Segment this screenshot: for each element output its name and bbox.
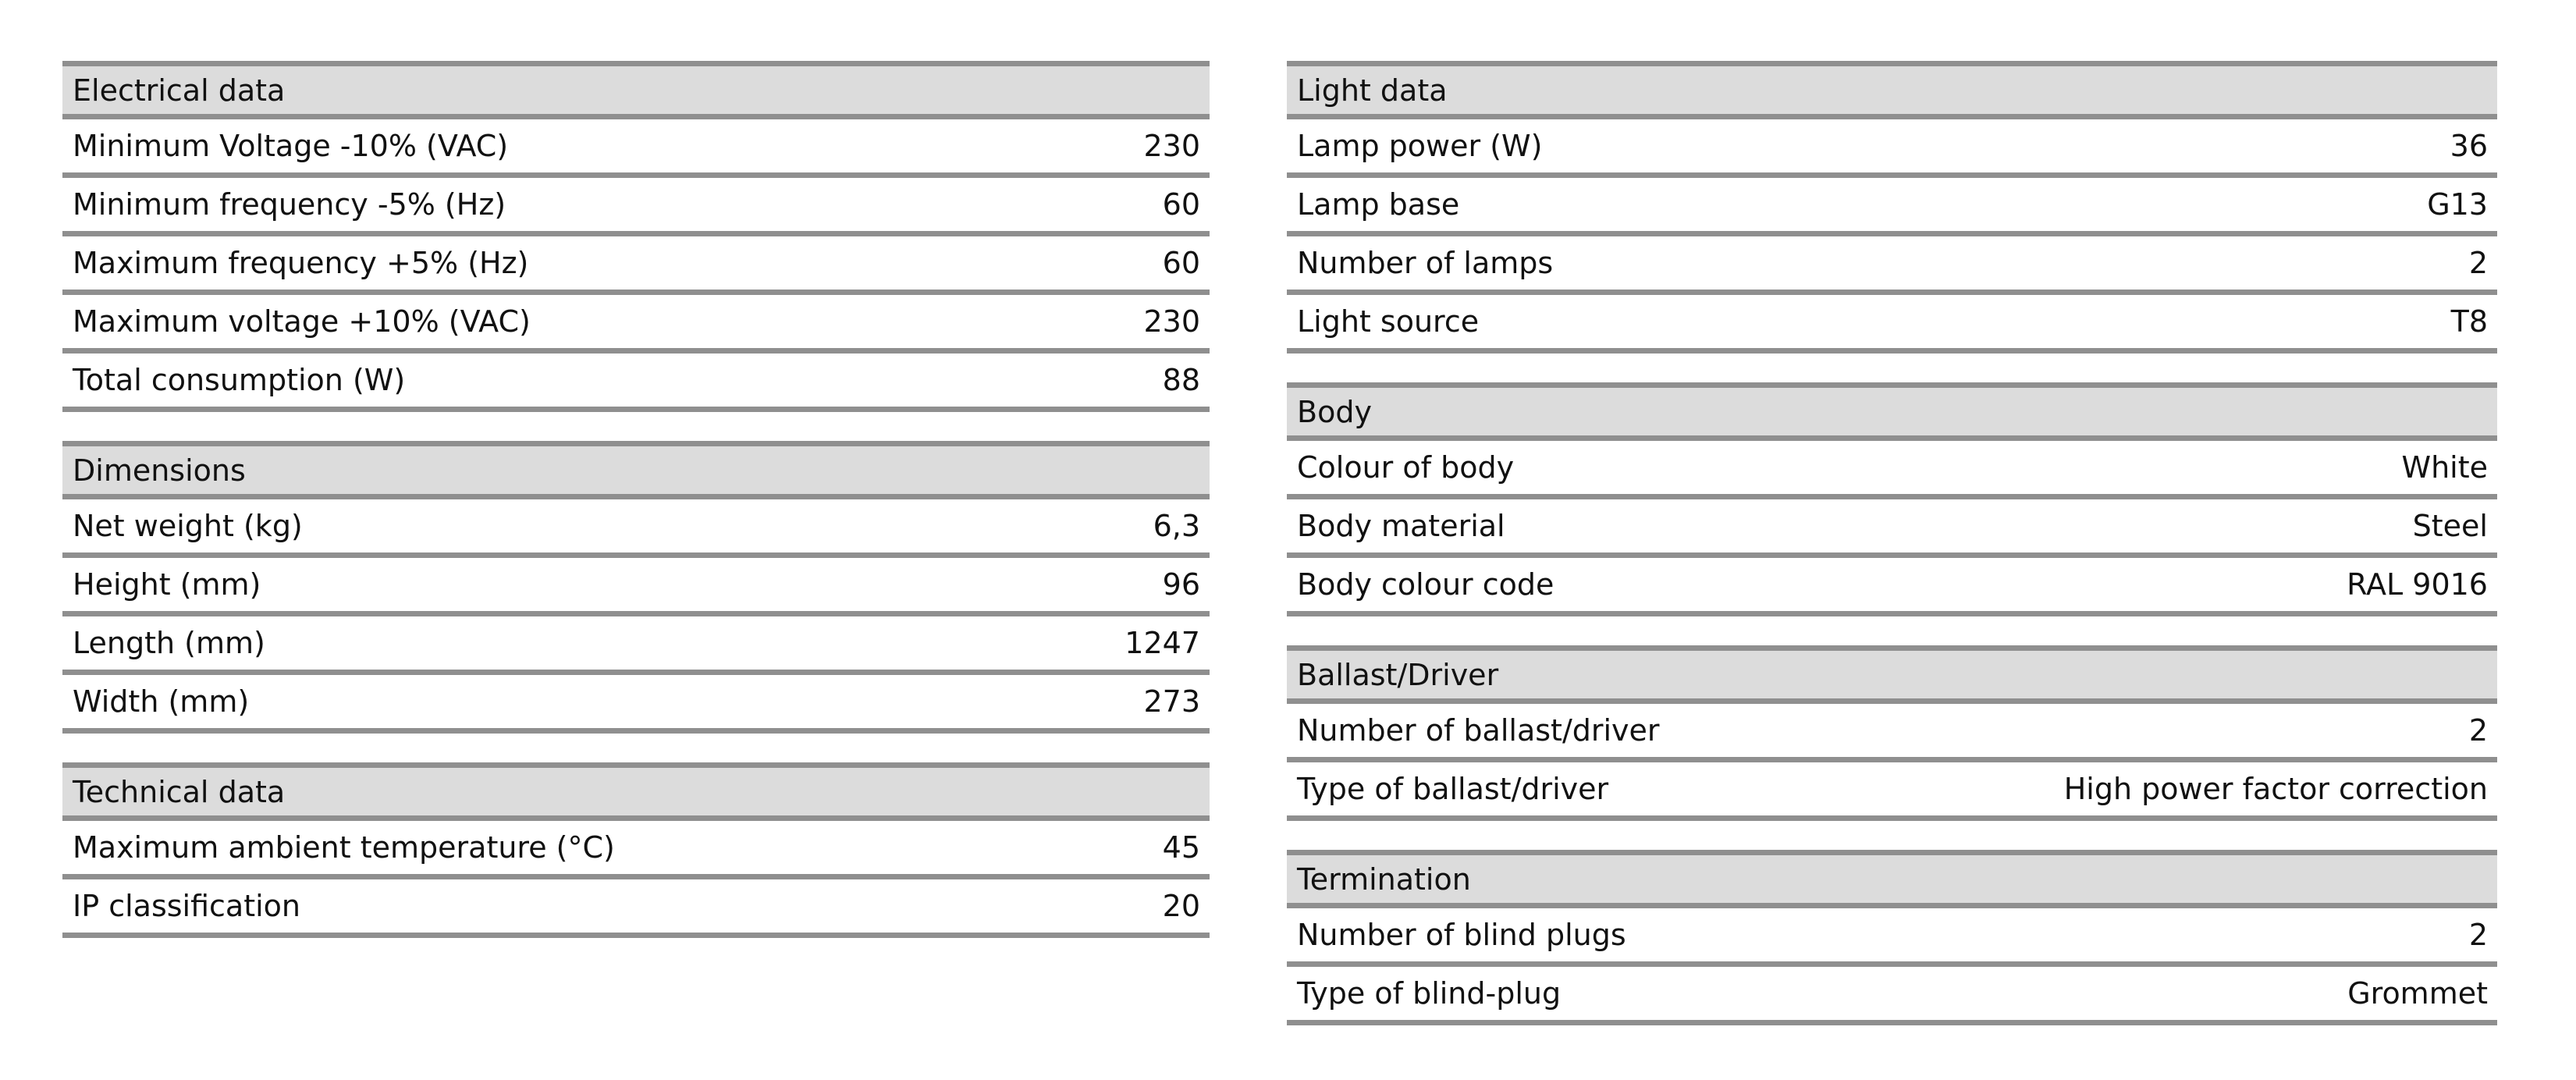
spec-label: Light source	[1297, 304, 1480, 339]
spec-label: IP classification	[73, 889, 300, 923]
section-title: Termination	[1297, 862, 1471, 897]
spec-label: Length (mm)	[73, 626, 265, 660]
section-termination	[1287, 850, 2497, 1025]
spec-value: 273	[1143, 684, 1200, 719]
spec-value: 20	[1162, 889, 1200, 923]
spec-value: 2	[2468, 713, 2488, 748]
spec-value: 6,3	[1153, 509, 1200, 543]
spec-label: Height (mm)	[73, 567, 261, 602]
spec-label: Maximum voltage +10% (VAC)	[73, 304, 531, 339]
section-electrical-data	[62, 61, 1210, 412]
section-header	[1287, 850, 2497, 908]
spec-value: 96	[1162, 567, 1200, 602]
spec-row	[1287, 762, 2497, 821]
spec-label: Body colour code	[1297, 567, 1554, 602]
spec-row	[1287, 441, 2497, 499]
spec-value: 88	[1162, 363, 1200, 397]
spec-label: Colour of body	[1297, 450, 1515, 485]
spec-label: Number of ballast/driver	[1297, 713, 1660, 748]
spec-row	[62, 236, 1210, 295]
spec-label: Number of blind plugs	[1297, 918, 1626, 952]
spec-row	[62, 616, 1210, 675]
spec-value: Steel	[2412, 509, 2488, 543]
spec-row	[62, 353, 1210, 412]
spec-value: Grommet	[2347, 976, 2488, 1011]
spec-row	[62, 295, 1210, 353]
spec-row	[1287, 908, 2497, 967]
spec-row	[62, 119, 1210, 178]
spec-value: T8	[2450, 304, 2488, 339]
spec-label: Maximum frequency +5% (Hz)	[73, 246, 529, 280]
spec-row	[1287, 558, 2497, 616]
spec-label: Minimum frequency -5% (Hz)	[73, 187, 506, 222]
spec-row	[1287, 119, 2497, 178]
spec-row	[1287, 704, 2497, 762]
section-header	[62, 762, 1210, 821]
spec-value: 36	[2450, 129, 2488, 163]
left-spec-column	[62, 61, 1210, 967]
section-title: Electrical data	[73, 73, 286, 108]
spec-label: Lamp power (W)	[1297, 129, 1543, 163]
section-title: Light data	[1297, 73, 1448, 108]
spec-value: 230	[1143, 304, 1200, 339]
spec-value: 230	[1143, 129, 1200, 163]
spec-label: Minimum Voltage -10% (VAC)	[73, 129, 509, 163]
spec-label: Body material	[1297, 509, 1505, 543]
spec-label: Number of lamps	[1297, 246, 1554, 280]
spec-row	[1287, 967, 2497, 1025]
spec-row	[62, 178, 1210, 236]
spec-value: 1247	[1125, 626, 1200, 660]
spec-label: Net weight (kg)	[73, 509, 303, 543]
spec-row	[1287, 499, 2497, 558]
spec-row	[62, 675, 1210, 734]
spec-value: White	[2401, 450, 2488, 485]
section-header	[62, 441, 1210, 499]
section-header	[1287, 645, 2497, 704]
spec-value: G13	[2427, 187, 2488, 222]
section-dimensions	[62, 441, 1210, 734]
spec-value: RAL 9016	[2347, 567, 2488, 602]
section-technical-data	[62, 762, 1210, 938]
section-header	[1287, 61, 2497, 119]
spec-label: Width (mm)	[73, 684, 250, 719]
spec-row	[62, 821, 1210, 879]
spec-label: Lamp base	[1297, 187, 1460, 222]
spec-value: 2	[2468, 918, 2488, 952]
spec-row	[1287, 295, 2497, 353]
spec-label: Total consumption (W)	[73, 363, 406, 397]
spec-value: 2	[2468, 246, 2488, 280]
spec-value: 60	[1162, 246, 1200, 280]
section-title: Ballast/Driver	[1297, 657, 1499, 692]
section-header	[1287, 382, 2497, 441]
section-title: Body	[1297, 394, 1372, 429]
spec-value: 60	[1162, 187, 1200, 222]
spec-value: 45	[1162, 830, 1200, 865]
section-title: Technical data	[73, 774, 286, 809]
spec-label: Type of ballast/driver	[1297, 772, 1609, 806]
spec-row	[1287, 236, 2497, 295]
section-light-data	[1287, 61, 2497, 353]
right-spec-column	[1287, 61, 2497, 1054]
spec-row	[62, 879, 1210, 938]
spec-label: Type of blind-plug	[1297, 976, 1562, 1011]
spec-row	[62, 558, 1210, 616]
section-title: Dimensions	[73, 453, 246, 488]
spec-label: Maximum ambient temperature (°C)	[73, 830, 615, 865]
spec-row	[62, 499, 1210, 558]
section-header	[62, 61, 1210, 119]
section-ballast-driver	[1287, 645, 2497, 821]
spec-row	[1287, 178, 2497, 236]
section-body	[1287, 382, 2497, 616]
spec-value: High power factor correction	[2063, 772, 2488, 806]
